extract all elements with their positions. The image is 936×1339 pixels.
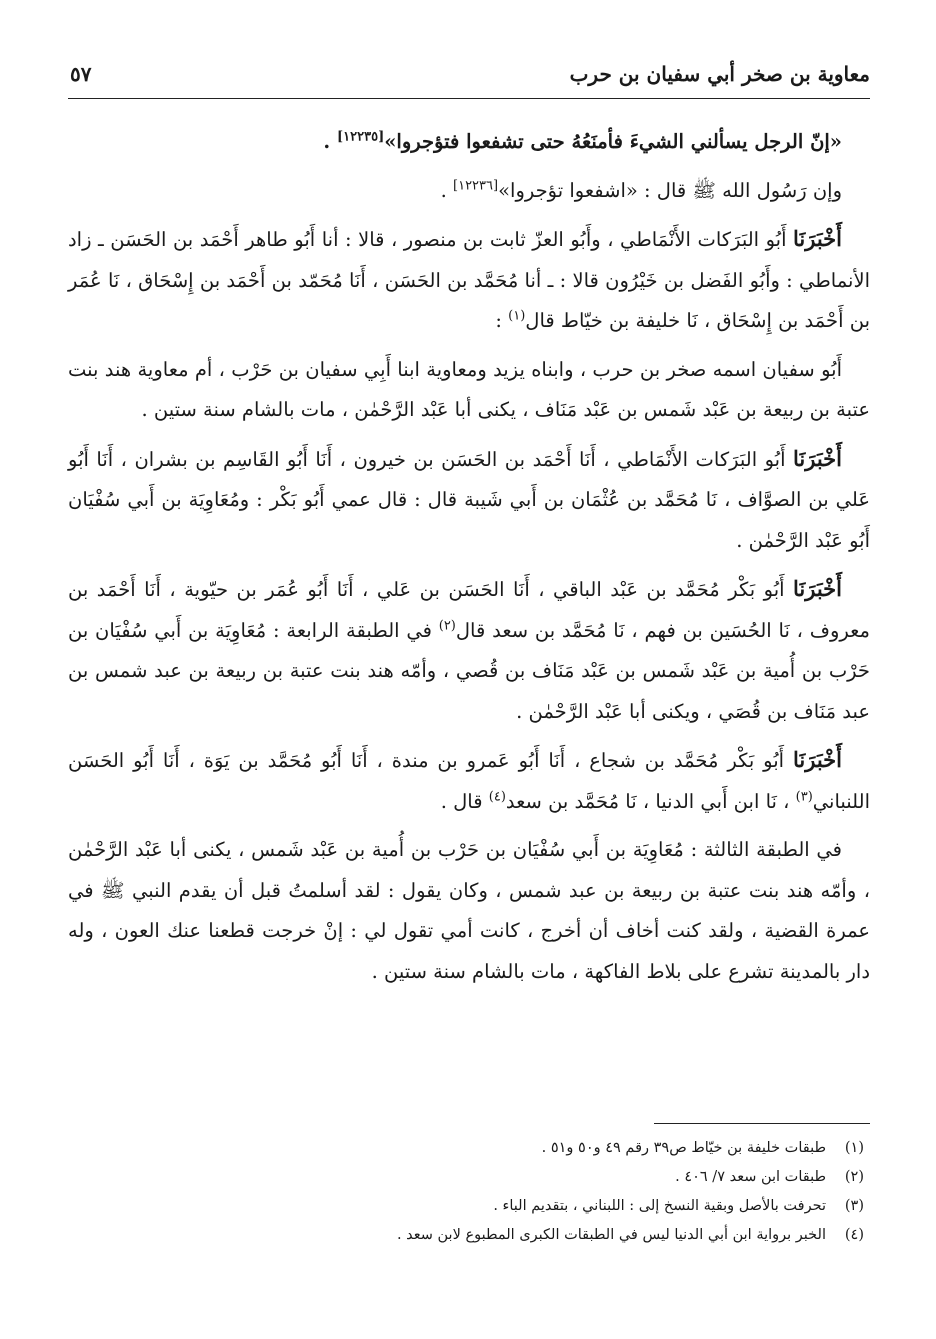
footnotes [100,1134,864,1250]
footnote-ref: (٤) [488,789,506,804]
paragraph-text: أَبُو البَرَكات الأَنْمَاطي ، أَنَا أَحْمَد بن الحَسَن بن خيرون ، أَنَا أَبُو القَاسِم بن بشران ، أَنَا أَبُو عَلي بن الصوَّاف ، نَا مُحَمَّد بن عُثْمَان بن أَبي شَيبة قال : قال عمي أَبُو بَكْر : ومُعَاوِيَة بن أَبي سُفْيَان أَبُو عَبْد الرَّحْمٰن . [68,447,870,552]
akhbarana-keyword: أَخْبَرَنَا [793,226,842,251]
footnote-4 [100,1221,864,1250]
footnote-text: طبقات ابن سعد ٧/ ٤٠٦ . [675,1169,826,1185]
paragraph-isnad-3 [68,569,870,732]
paragraph-hadith-2 [68,171,870,212]
paragraph-isnad-2 [68,439,870,562]
paragraph-tail: في الطبقة الرابعة : مُعَاوِيَة بن أَبي سُفْيَان بن حَرْب بن أُمية بن عَبْد شَمس بن عَبْد مَنَاف بن قُصي ، وأمّه هند بنت عتبة بن ربيعة بن عبد شمس بن عبد مَنَاف بن قُصَي ، ويكنى أبا عَبْد الرَّحْمٰن . [68,618,870,723]
footnote-number: (٢) [844,1169,864,1185]
akhbarana-keyword: أَخْبَرَنَا [793,747,842,772]
page-header [68,58,870,99]
footnote-ref: (١) [508,308,526,324]
hadith-number: [١٢٢٣٥] [337,129,385,145]
paragraph-tail: . [440,178,454,202]
paragraph-narration-2 [68,830,870,992]
footnote-ref: (٣) [795,789,813,804]
main-text [68,122,870,1000]
footnote-text: تحرفت بالأصل وبقية النسخ إلى : اللبناني ، بتقديم الباء . [493,1198,826,1214]
footnote-number: (٣) [844,1198,864,1214]
paragraph-narration-1 [68,350,870,431]
paragraph-text: «إنّ الرجل يسألني الشيءَ فأمنَعُهُ حتى تشفعوا فتؤجروا» [384,130,842,153]
footnote-1 [100,1134,864,1163]
running-title: معاوية بن صخر أبي سفيان بن حرب [569,62,870,86]
paragraph-hadith-1 [68,122,870,163]
footnote-2 [100,1163,864,1192]
paragraph-text: وإن رَسُول الله ﷺ قال : «اشفعوا تؤجروا» [498,178,842,202]
footnote-number: (١) [844,1140,864,1156]
footnote-number: (٤) [844,1227,864,1243]
paragraph-isnad-1 [68,219,870,342]
paragraph-text: في الطبقة الثالثة : مُعَاوِيَة بن أَبي سُفْيَان بن حَرْب بن أُمية بن عَبْد شَمس ، يكنى أبا عَبْد الرَّحْمٰن ، وأمّه هند بنت عتبة بن ربيعة بن عبد شمس ، وكان يقول : لقد أسلمتُ قبل أن يقدم النبي ﷺ في عمرة القضية ، ولقد كنت أخاف أن أخرج ، كانت أمي تقول لي : إنْ خرجت قطعنا عنك العون ، وله دار بالمدينة تشرع على بلاط الفاكهة ، مات بالشام سنة ستين . [68,838,870,983]
akhbarana-keyword: أَخْبَرَنَا [793,576,842,601]
paragraph-text: أَبُو بَكْر مُحَمَّد بن شجاع ، أَنَا أَبُو عَمرو بن مندة ، أَنَا أَبُو مُحَمَّد بن يَوَة ، أَنَا أَبُو الحَسَن اللنباني [68,749,870,813]
footnote-divider [654,1123,870,1124]
paragraph-tail: قال . [440,789,489,813]
footnote-text: طبقات خليفة بن خيّاط ص٣٩ رقم ٤٩ و٥٠ و٥١ . [541,1140,826,1156]
paragraph-tail: . [323,130,337,153]
hadith-number: [١٢٢٣٦] [453,178,499,193]
page-number: ٥٧ [70,62,92,86]
paragraph-tail: ، نَا ابن أَبي الدنيا ، نَا مُحَمَّد بن سعد [505,789,796,813]
footnote-ref: (٢) [438,618,456,633]
paragraph-text: أَبُو البَرَكات الأَنْمَاطي ، وأَبُو العزّ ثابت بن منصور ، قالا : أنا أَبُو طاهر أَحْمَد بن الحَسَن ـ زاد الأنماطي : وأَبُو الفَضل بن خَيْرُون قالا : ـ أنا مُحَمَّد بن الحَسَن ، أَنَا مُحَمّد بن أَحْمَد بن إِسْحَاق ، نَا عُمَر بن أَحْمَد بن إِسْحَاق ، نَا خليفة بن خيّاط قال [68,228,870,332]
paragraph-text: أَبُو بَكْر مُحَمَّد بن عَبْد الباقي ، أَنَا الحَسَن بن عَلي ، أَنَا أَبُو عُمَر بن حيّوية ، أَنَا أَحْمَد بن معروف ، نَا الحُسَين بن فهم ، نَا مُحَمَّد بن سعد قال [68,578,870,642]
paragraph-tail: : [495,309,509,332]
footnote-3 [100,1192,864,1221]
paragraph-text: أَبُو سفيان اسمه صخر بن حرب ، وابناه يزيد ومعاوية ابنا أَبِي سفيان بن حَرْب ، أم معاوية هند بنت عتبة بن ربيعة بن عَبْد شَمس بن عَبْد مَنَاف ، يكنى أبا عَبْد الرَّحْمٰن ، مات بالشام سنة ستين . [68,357,870,421]
akhbarana-keyword: أَخْبَرَنَا [793,445,842,471]
footnote-text: الخبر برواية ابن أبي الدنيا ليس في الطبقات الكبرى المطبوع لابن سعد . [396,1227,826,1243]
paragraph-isnad-4 [68,740,870,822]
